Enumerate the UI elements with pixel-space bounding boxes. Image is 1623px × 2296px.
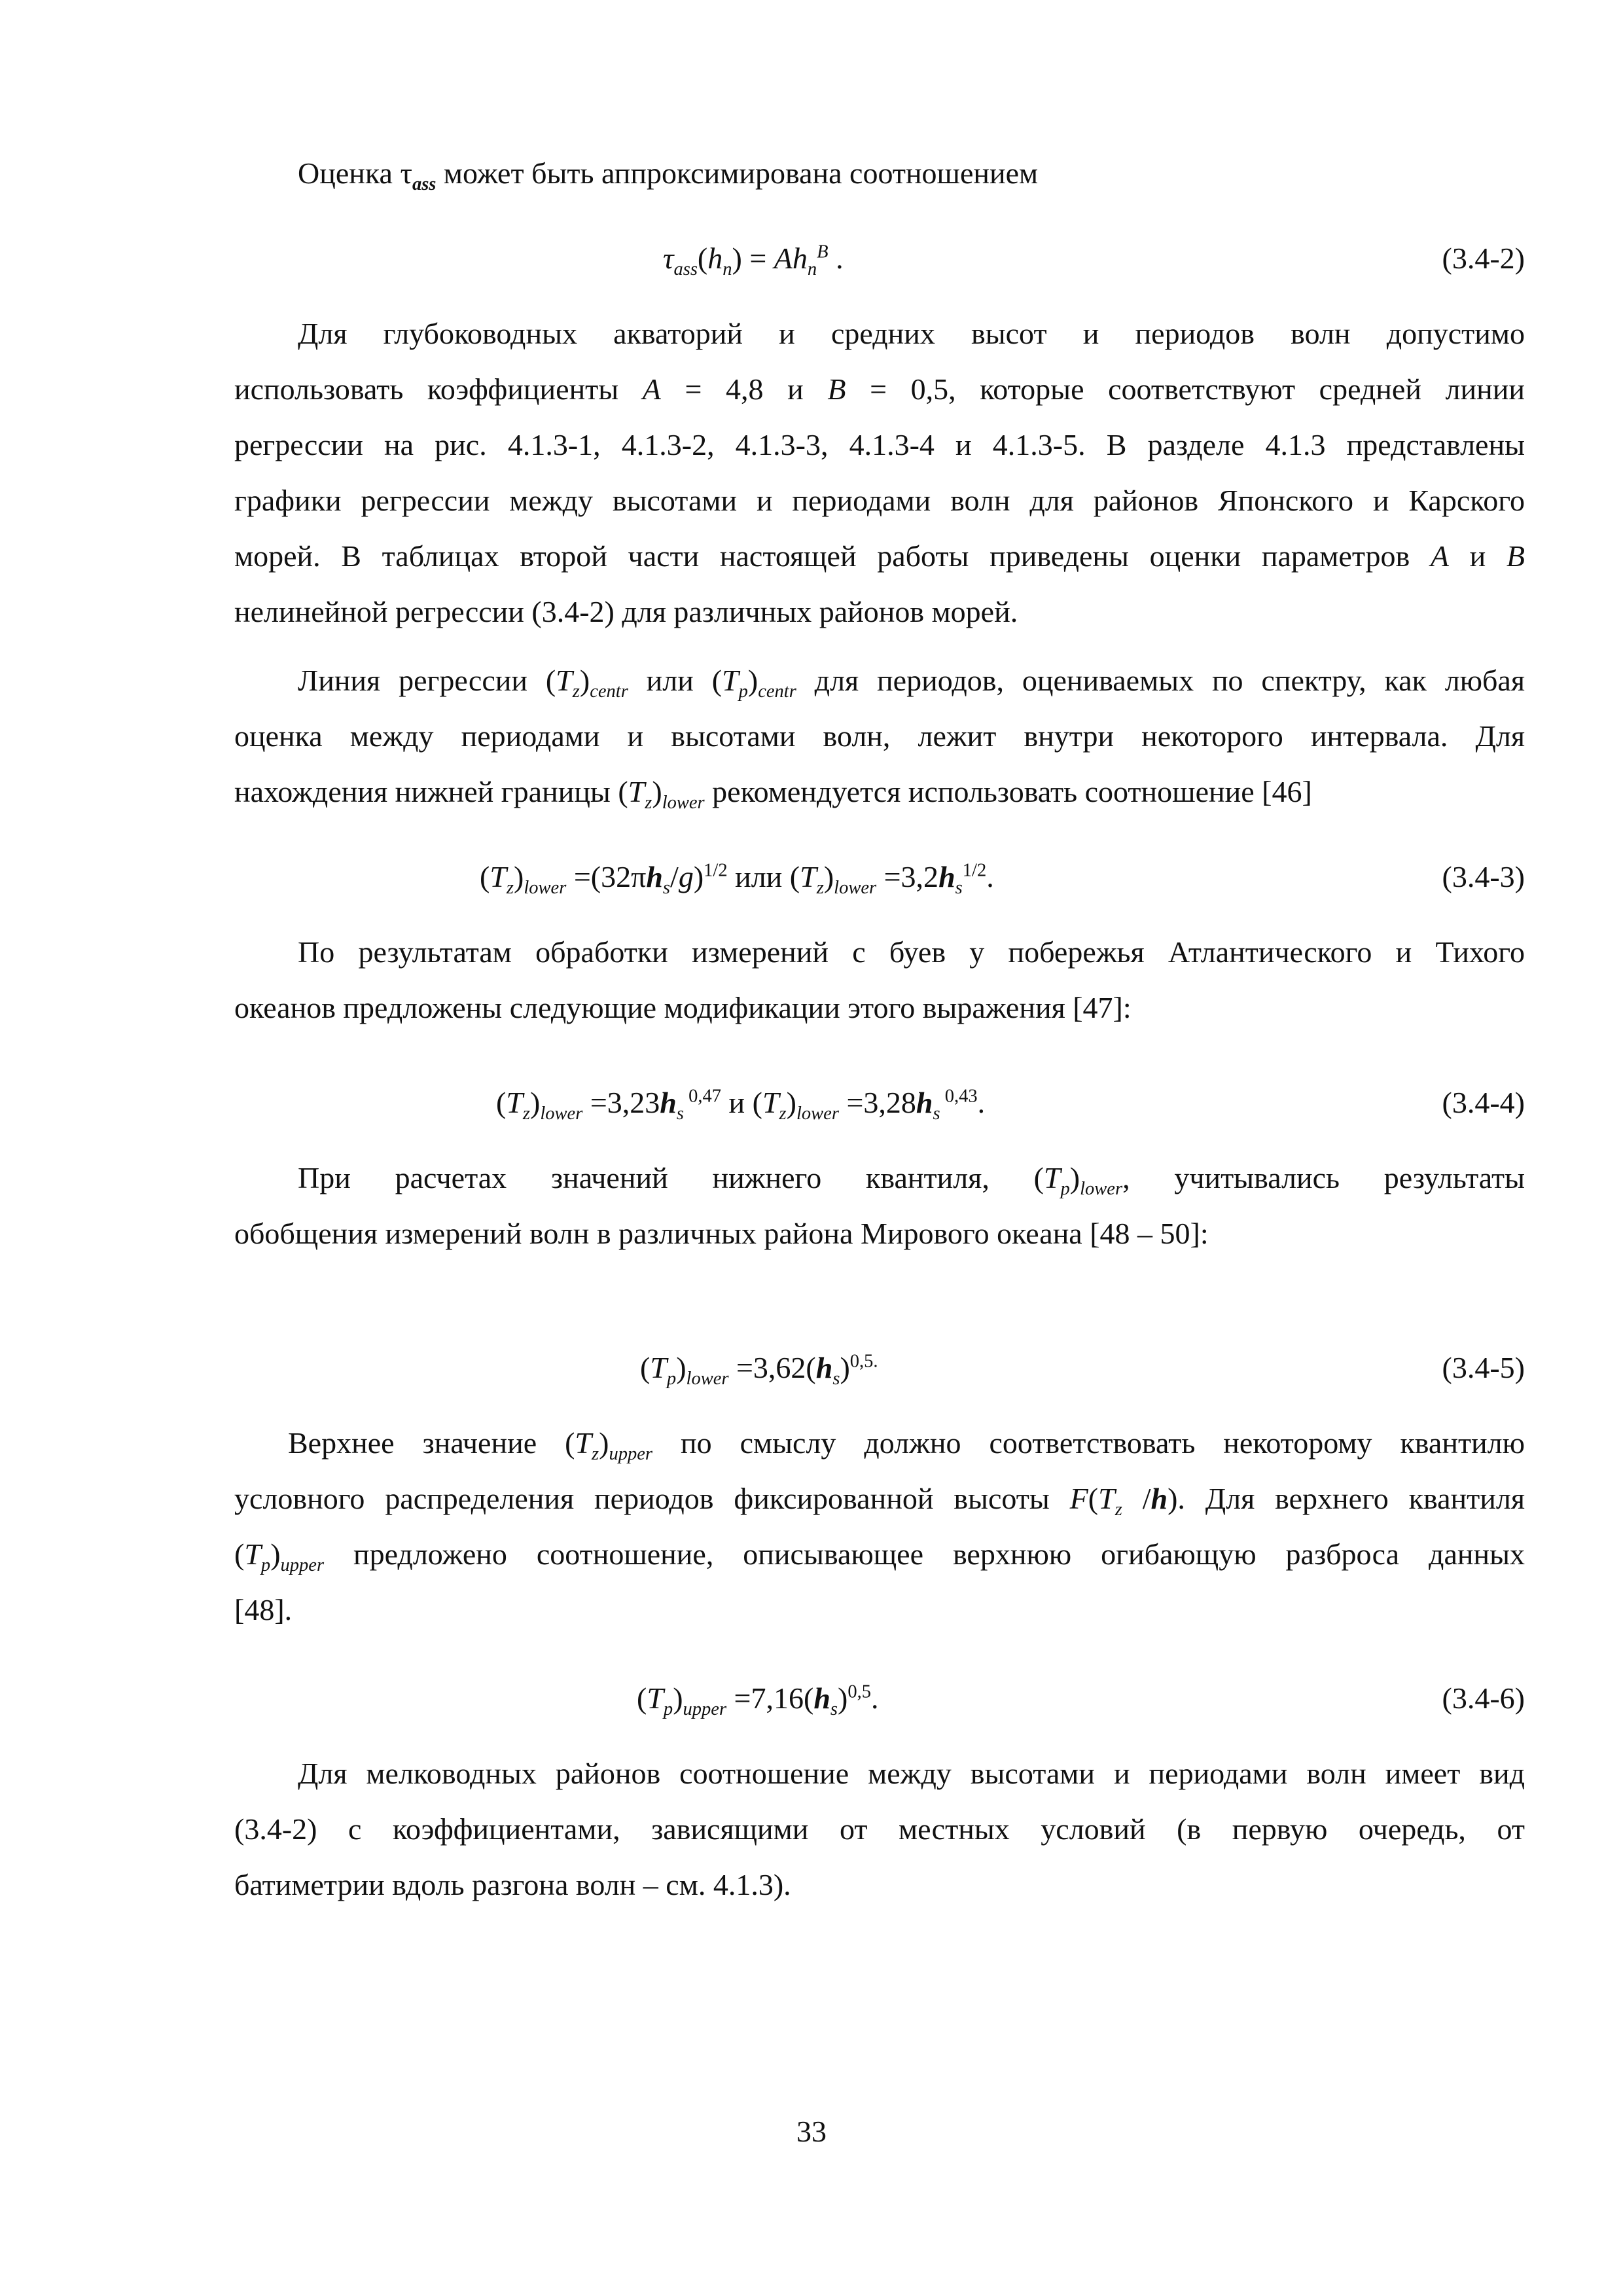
equation-body — [480, 854, 994, 900]
variable: h — [707, 242, 723, 275]
text-run: =3,28 — [838, 1086, 916, 1119]
equation-body — [637, 1676, 879, 1721]
subscript: p — [738, 681, 748, 702]
text-run: / — [670, 860, 679, 893]
text-run: и — [1448, 539, 1507, 573]
superscript: 1/2 — [704, 860, 728, 881]
variable: h — [815, 1351, 833, 1384]
subscript: centr — [590, 681, 628, 702]
variable: h — [1150, 1482, 1168, 1515]
subscript: z — [779, 1103, 787, 1124]
text-run: ) — [693, 860, 704, 893]
subscript: lower — [1080, 1179, 1123, 1200]
text-run: ) — [599, 1426, 609, 1460]
subscript: z — [506, 878, 514, 899]
text-run: ) — [838, 1681, 848, 1715]
variable: B — [827, 372, 846, 406]
text-run: использовать коэффициенты — [234, 372, 643, 406]
text-run: ) — [579, 664, 590, 697]
superscript: B — [817, 242, 829, 262]
variable: h — [813, 1681, 830, 1715]
text-run: =3,2 — [876, 860, 939, 893]
text-run: морей. В таблицах второй части настоящей работы приведены оценки параметров — [234, 539, 1431, 573]
text-run: для периодов, оцениваемых по спектру, как любая — [796, 664, 1525, 697]
paragraph-line — [298, 933, 1525, 972]
text-run: ) — [823, 860, 834, 893]
symbol-tau: τ — [663, 242, 674, 275]
text-run: оценка между периодами и высотами волн, лежит внутри некоторого интервала. Для — [234, 719, 1525, 753]
variable: A — [774, 242, 793, 275]
text-run: ( — [234, 1537, 245, 1571]
text-run: Для глубоководных акваторий и средних высот и периодов волн допустимо — [298, 317, 1525, 350]
text-run: ). Для верхнего квантиля — [1168, 1482, 1525, 1515]
subscript: lower — [834, 878, 877, 899]
text-run: ) — [652, 775, 662, 808]
subscript: z — [645, 793, 652, 814]
superscript: 1/2 — [962, 860, 987, 881]
equation-body — [640, 1345, 878, 1391]
text-run: ) — [676, 1351, 687, 1384]
text-run: / — [1122, 1482, 1151, 1515]
paragraph-line — [234, 1535, 1525, 1574]
text-run: . — [871, 1681, 879, 1715]
variable: F — [1069, 1482, 1088, 1515]
subscript: n — [722, 259, 732, 280]
subscript: p — [666, 1369, 677, 1390]
subscript: upper — [609, 1444, 652, 1465]
text-run: ) — [786, 1086, 796, 1119]
paragraph-line — [234, 1479, 1525, 1518]
paragraph-line — [298, 661, 1525, 700]
variable: h — [646, 860, 663, 893]
subscript: p — [1060, 1179, 1070, 1200]
paragraph-line — [234, 988, 1525, 1028]
variable: A — [1430, 539, 1449, 573]
text-run: =(32π — [566, 860, 647, 893]
text-run: обобщения измерений волн в различных района Мирового океана [48 – 50]: — [234, 1217, 1209, 1250]
equation-number: (3.4-5) — [1442, 1351, 1525, 1384]
text-run: условного распределения периодов фиксированной высоты — [234, 1482, 1070, 1515]
subscript: s — [662, 878, 671, 899]
equation-number: (3.4-2) — [1442, 242, 1525, 275]
paragraph-line — [234, 370, 1525, 409]
subscript: upper — [683, 1699, 727, 1720]
text-run: нелинейной регрессии (3.4-2) для различных районов морей. — [234, 595, 1018, 628]
variable: T — [762, 1086, 779, 1119]
paragraph-line — [234, 1810, 1525, 1849]
text-run: регрессии на рис. 4.1.3-1, 4.1.3-2, 4.1.3-3, 4.1.3-4 и 4.1.3-5. В разделе 4.1.3 представлены — [234, 428, 1525, 461]
equation-3-4-5 — [234, 1345, 1525, 1391]
variable: T — [650, 1351, 667, 1384]
text-run: . — [828, 242, 844, 275]
paragraph-line — [234, 592, 1525, 632]
text-run: Для мелководных районов соотношение между высотами и периодами волн имеет вид — [298, 1757, 1525, 1790]
variable: T — [647, 1681, 664, 1715]
subscript: upper — [280, 1555, 325, 1576]
text-run: ( — [480, 860, 490, 893]
text-run: =3,23 — [582, 1086, 660, 1119]
text-run: ) — [270, 1537, 281, 1571]
subscript: ass — [673, 259, 698, 280]
text-run: ( — [496, 1086, 507, 1119]
paragraph-line — [234, 1865, 1525, 1905]
variable: T — [506, 1086, 523, 1119]
paragraph-line — [234, 1590, 1525, 1630]
equation-number: (3.4-6) — [1442, 1681, 1525, 1715]
variable: h — [916, 1086, 933, 1119]
text-run: Верхнее значение ( — [288, 1426, 575, 1460]
variable: T — [575, 1426, 592, 1460]
equation-3-4-4 — [234, 1080, 1525, 1126]
subscript: s — [830, 1699, 838, 1720]
text-run: может быть аппроксимирована соотношением — [436, 156, 1039, 190]
equation-3-4-3 — [234, 854, 1525, 900]
variable: T — [244, 1537, 261, 1571]
subscript: s — [933, 1103, 940, 1124]
subscript: lower — [796, 1103, 839, 1124]
paragraph-line — [298, 1158, 1525, 1198]
superscript: 0,5. — [849, 1351, 878, 1372]
text-run: ) — [514, 860, 524, 893]
text-run: океанов предложены следующие модификации этого выражения [47]: — [234, 991, 1132, 1024]
text-run: При расчетах значений нижнего квантиля, ( — [298, 1161, 1044, 1194]
text-run: или ( — [727, 860, 800, 893]
text-run: ) — [747, 664, 758, 697]
equation-body — [496, 1080, 985, 1126]
variable: g — [678, 860, 694, 893]
text-run: ( — [640, 1351, 651, 1384]
text-run: предложено соотношение, описывающее верхнюю огибающую разброса данных — [324, 1537, 1525, 1571]
text-run: батиметрии вдоль разгона волн – см. 4.1.3). — [234, 1868, 791, 1901]
subscript: p — [663, 1699, 673, 1720]
text-run: (3.4-2) с коэффициентами, зависящими от местных условий (в первую очередь, от — [234, 1812, 1525, 1846]
subscript: ass — [412, 174, 437, 195]
variable: T — [628, 775, 645, 808]
text-run: Оценка — [298, 156, 401, 190]
subscript: lower — [686, 1369, 729, 1390]
paragraph-line — [298, 1754, 1525, 1793]
variable: T — [556, 664, 573, 697]
paragraph-line — [234, 772, 1525, 812]
variable: T — [1043, 1161, 1061, 1194]
text-run: ) — [840, 1351, 850, 1384]
text-run: по смыслу должно соответствовать некоторому квантилю — [652, 1426, 1525, 1460]
paragraph-line — [288, 1424, 1525, 1463]
variable: A — [642, 372, 661, 406]
variable: T — [1098, 1482, 1115, 1515]
subscript: n — [807, 259, 817, 280]
equation-number: (3.4-3) — [1442, 860, 1525, 893]
text-run: ) — [530, 1086, 541, 1119]
paragraph-line — [234, 481, 1525, 520]
subscript: lower — [662, 793, 705, 814]
paragraph-line — [234, 425, 1525, 465]
superscript: 0,5 — [847, 1681, 871, 1702]
subscript: centr — [758, 681, 796, 702]
text-run: = 0,5, которые соответствуют средней линии — [846, 372, 1525, 406]
equation-3-4-2 — [234, 236, 1525, 281]
subscript: s — [676, 1103, 684, 1124]
subscript: s — [832, 1369, 840, 1390]
equation-body — [663, 236, 844, 281]
text-run: графики регрессии между высотами и периодами волн для районов Японского и Карского — [234, 484, 1525, 517]
variable: T — [800, 860, 817, 893]
text-run: ( — [637, 1681, 647, 1715]
text-run: Линия регрессии ( — [298, 664, 556, 697]
text-run: . — [986, 860, 994, 893]
subscript: z — [1115, 1499, 1122, 1520]
variable: h — [792, 242, 808, 275]
paragraph-line — [234, 537, 1525, 576]
paragraph-line — [298, 154, 1588, 193]
text-run: ( — [697, 242, 708, 275]
variable: T — [722, 664, 739, 697]
variable: T — [490, 860, 507, 893]
text-run: ) = — [732, 242, 774, 275]
text-run: нахождения нижней границы ( — [234, 775, 628, 808]
superscript: 0,43 — [940, 1086, 978, 1107]
subscript: z — [522, 1103, 531, 1124]
text-run: или ( — [628, 664, 722, 697]
text-run: = 4,8 и — [660, 372, 828, 406]
text-run: ( — [1088, 1482, 1099, 1515]
text-run: . — [977, 1086, 986, 1119]
paragraph-line — [234, 717, 1525, 756]
text-run: рекомендуется использовать соотношение [46] — [704, 775, 1312, 808]
text-run: [48]. — [234, 1593, 293, 1626]
paragraph-line — [234, 1214, 1525, 1253]
text-run: =7,16( — [726, 1681, 814, 1715]
paragraph-line — [298, 314, 1525, 353]
variable: h — [938, 860, 955, 893]
page-number: 33 — [796, 2115, 827, 2148]
text-run: ) — [1069, 1161, 1080, 1194]
variable: h — [660, 1086, 677, 1119]
superscript: 0,47 — [683, 1086, 722, 1107]
subscript: z — [572, 681, 580, 702]
subscript: z — [592, 1444, 599, 1465]
subscript: lower — [540, 1103, 583, 1124]
text-run: =3,62( — [728, 1351, 816, 1384]
equation-3-4-6 — [234, 1676, 1525, 1721]
subscript: z — [816, 878, 824, 899]
symbol-tau: τ — [400, 156, 412, 190]
equation-number: (3.4-4) — [1442, 1086, 1525, 1119]
subscript: p — [260, 1555, 271, 1576]
text-run: , учитывались результаты — [1122, 1161, 1525, 1194]
text-run: ) — [673, 1681, 683, 1715]
text-run: и ( — [721, 1086, 762, 1119]
subscript: lower — [524, 878, 567, 899]
text-run: По результатам обработки измерений с буев у побережья Атлантического и Тихого — [298, 935, 1525, 969]
variable: B — [1506, 539, 1525, 573]
subscript: s — [955, 878, 963, 899]
